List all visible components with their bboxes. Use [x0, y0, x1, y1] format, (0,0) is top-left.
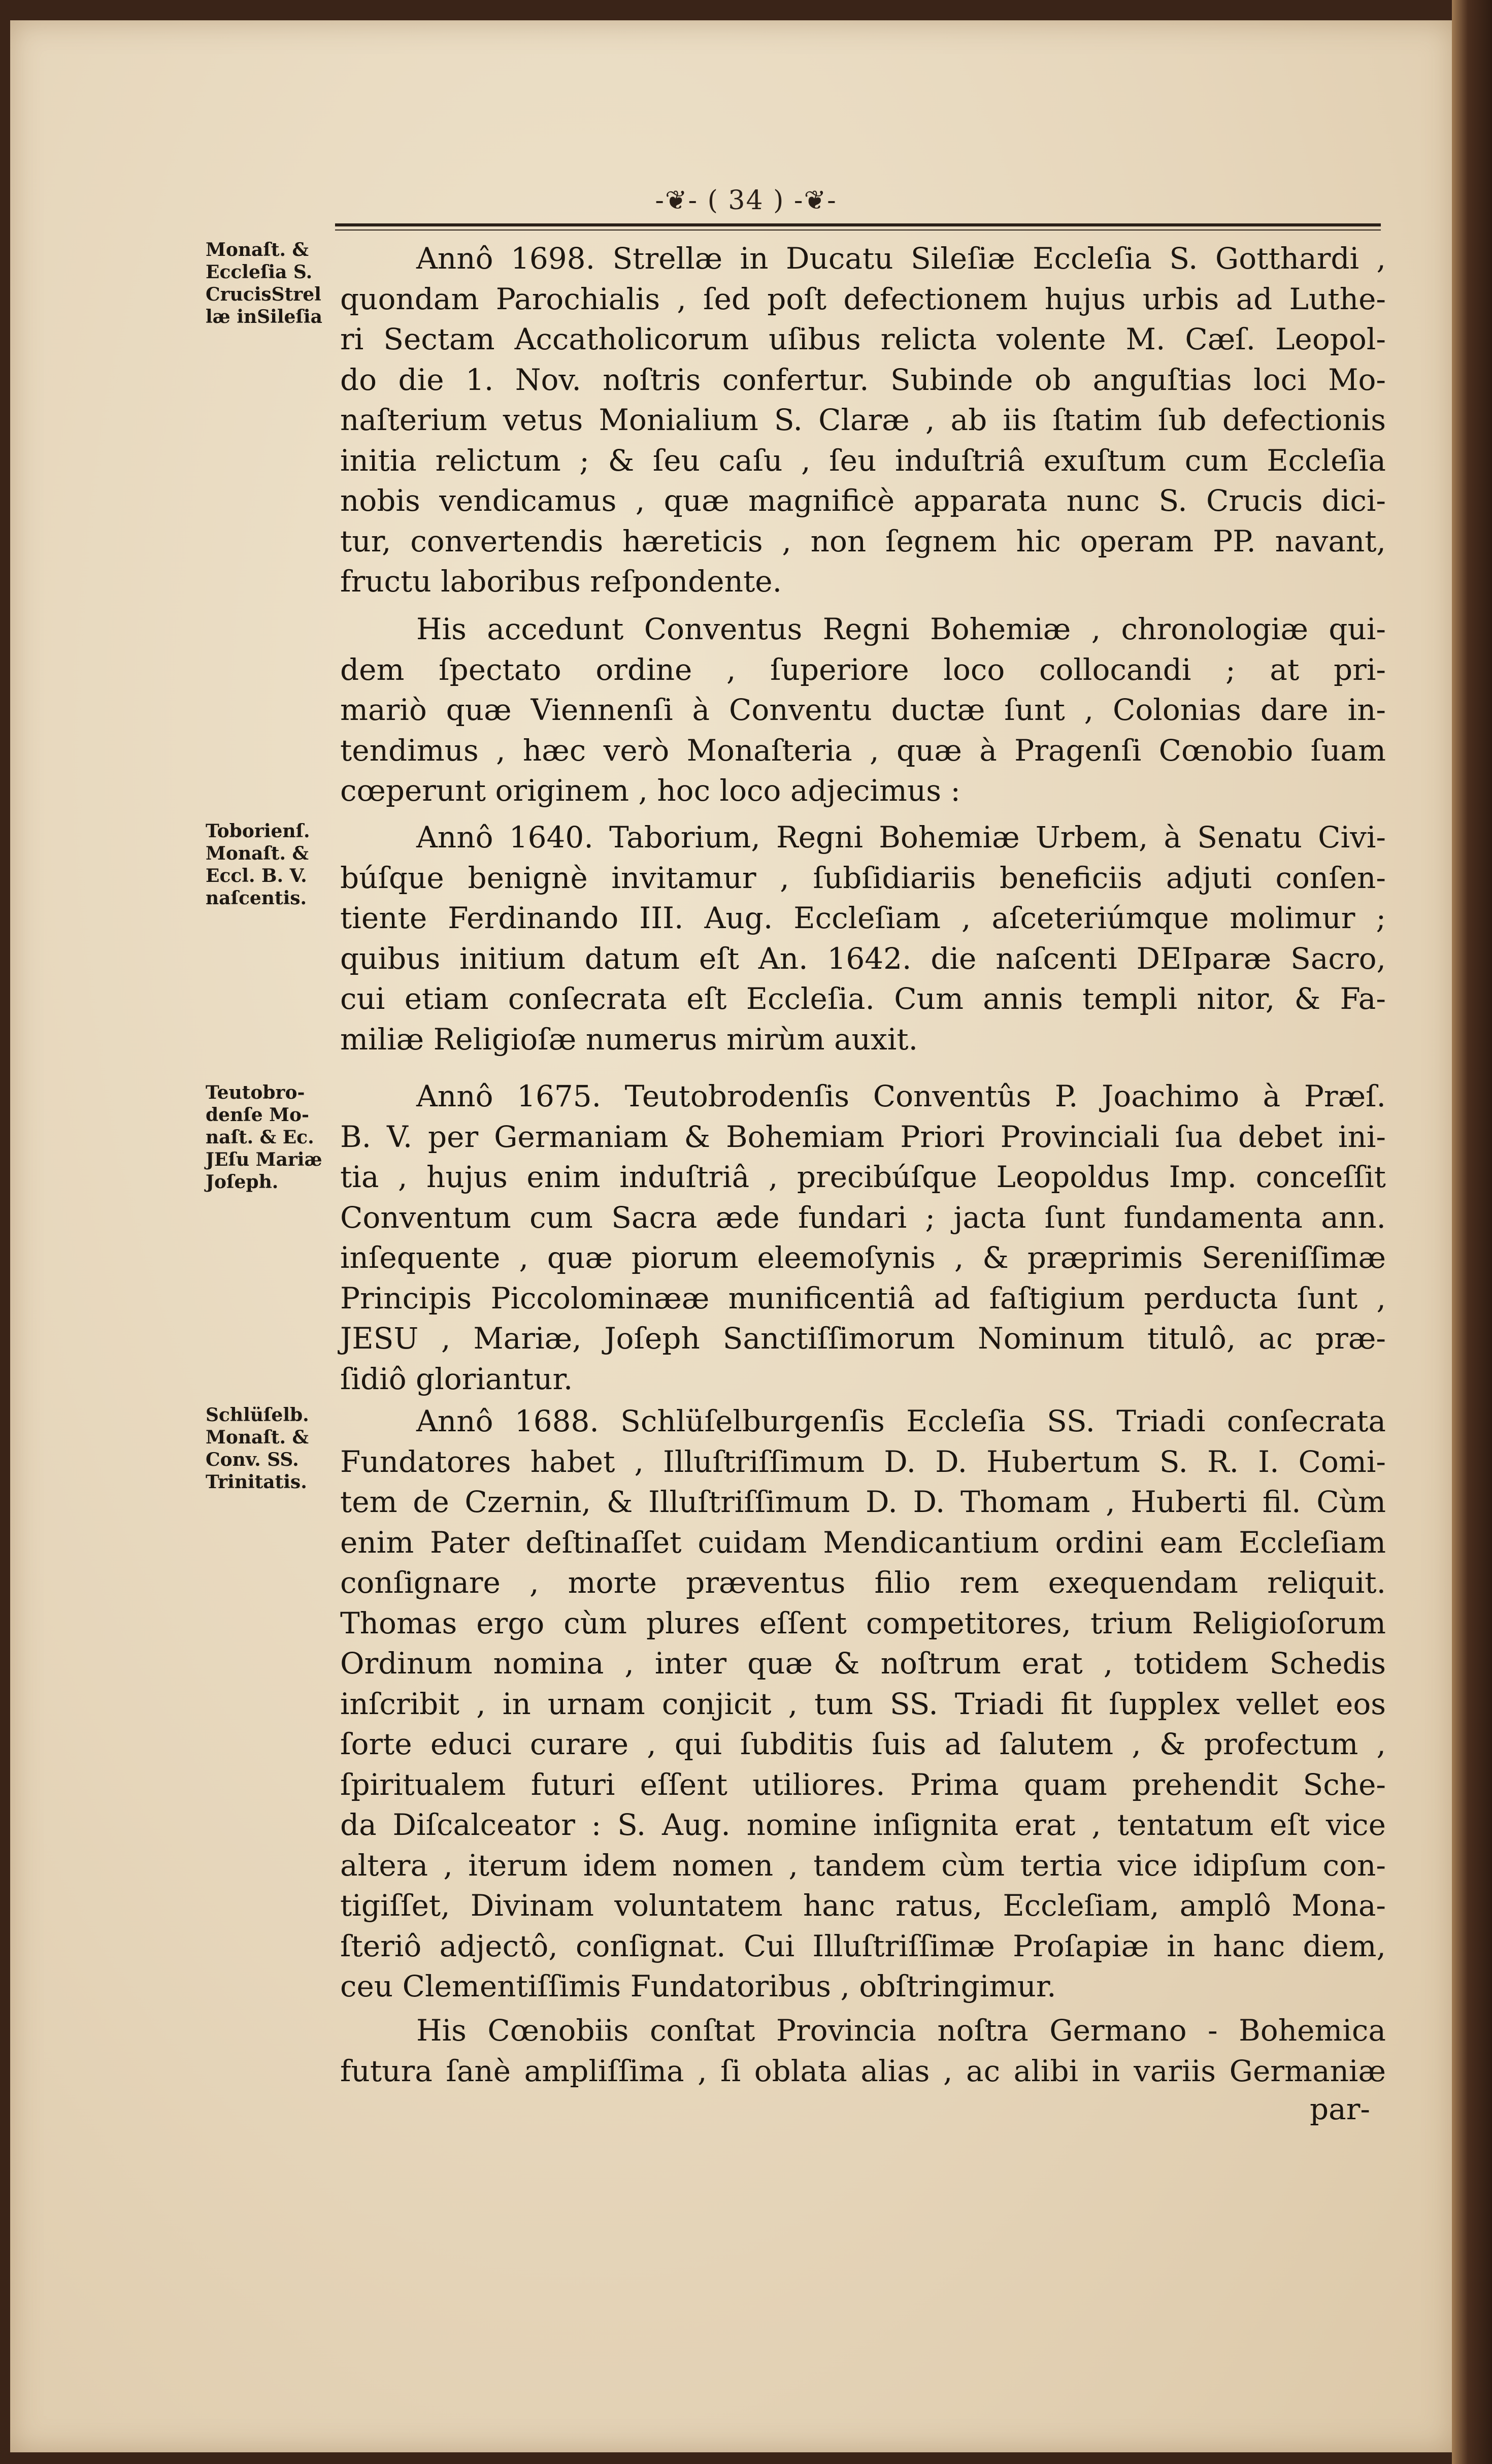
text-line: Principis Piccolominææ munificentiâ ad faſtigium perducta ſunt ,: [340, 1280, 1386, 1316]
text-line: da Diſcalceator : S. Aug. nomine inſignita erat , tentatum eſt vice: [340, 1808, 1386, 1842]
text-line: tem de Czernin, & Illuſtriſſimum D. D. Thomam , Huberti fil. Cùm: [340, 1485, 1386, 1519]
text-line: Annô 1675. Teutobrodenſis Conventûs P. Joachimo à Præſ.: [416, 1079, 1386, 1113]
text-line: búſque benignè invitamur , ſubſidiariis beneficiis adjuti conſen-: [340, 860, 1386, 895]
text-line: Conventum cum Sacra æde fundari ; jacta ſunt fundamenta ann.: [340, 1200, 1386, 1235]
text-line: nobis vendicamus , quæ magnificè apparata nunc S. Crucis dici-: [340, 483, 1386, 518]
text-line: dem ſpectato ordine , ſuperiore loco collocandi ; at pri-: [340, 652, 1386, 687]
text-line: ſidiô gloriantur.: [340, 1361, 573, 1396]
paragraph-bohemia: [340, 609, 1386, 811]
text-line: Ordinum nomina , inter quæ & noſtrum erat , totidem Schedis: [340, 1646, 1386, 1681]
text-line: JESU , Mariæ, Joſeph Sanctiſſimorum Nominum titulô, ac præ-: [340, 1321, 1386, 1356]
margin-note-schluselburg: Schlüſelb. Monaſt. & Conv. SS. Trinitatis.: [206, 1404, 309, 1493]
text-line: ceu Clementiſſimis Fundatoribus , obſtringimur.: [340, 1969, 1056, 2003]
paragraph-strellae: [340, 239, 1386, 602]
paragraph-taborium: [340, 817, 1386, 1060]
text-line: tigiſſet, Divinam voluntatem hanc ratus, Eccleſiam, amplô Mona-: [340, 1888, 1386, 1923]
text-line: Thomas ergo cùm plures eſſent competitores, trium Religioſorum: [340, 1605, 1386, 1640]
text-line: quondam Parochialis , ſed poſt defectionem hujus urbis ad Luthe-: [340, 281, 1386, 316]
text-line: B. V. per Germaniam & Bohemiam Priori Provinciali ſua debet ini-: [340, 1119, 1386, 1154]
catchword: par-: [1310, 2092, 1371, 2126]
text-line: miliæ Religioſæ numerus mirùm auxit.: [340, 1022, 918, 1057]
text-line: tia , hujus enim induſtriâ , precibúſque Leopoldus Imp. conceſſit: [340, 1160, 1386, 1194]
text-line: Annô 1640. Taborium, Regni Bohemiæ Urbem, à Senatu Civi-: [416, 820, 1386, 855]
text-line: altera , iterum idem nomen , tandem cùm tertia vice idipſum con-: [340, 1848, 1386, 1883]
page-header: -❦- ( 34 ) -❦-: [655, 185, 837, 216]
text-line: cui etiam conſecrata eſt Eccleſia. Cum annis templi nitor, & Fa-: [340, 981, 1386, 1016]
text-line: enim Pater deſtinaſſet cuidam Mendicantium ordini eam Eccleſiam: [340, 1525, 1386, 1560]
text-line: Annô 1688. Schlüſelburgenſis Eccleſia SS. Triadi conſecrata: [416, 1404, 1386, 1438]
paragraph-schluselburg: [340, 1401, 1386, 2007]
paragraph-provincia: [340, 2011, 1386, 2091]
header-rule: [335, 223, 1381, 226]
margin-note-taborium: Toborienſ. Monaſt. & Eccl. B. V. naſcentis.: [206, 820, 310, 909]
text-line: mariò quæ Viennenſi à Conventu ductæ ſunt , Colonias dare in-: [340, 693, 1386, 727]
text-line: inſequente , quæ piorum eleemoſynis , & præprimis Sereniſſimæ: [340, 1240, 1386, 1275]
text-line: tur, convertendis hæreticis , non ſegnem hic operam PP. navant,: [340, 523, 1386, 558]
margin-note-strellae: Monaſt. & Eccleſia S. CrucisStrel læ inSileſia: [206, 239, 322, 327]
book-spine: [1452, 0, 1492, 2464]
header-rule-thin: [335, 229, 1381, 231]
text-line: Fundatores habet , Illuſtriſſimum D. D. Hubertum S. R. I. Comi-: [340, 1444, 1386, 1479]
text-line: quibus initium datum eſt An. 1642. die naſcenti DEIparæ Sacro,: [340, 941, 1386, 976]
text-line: ſpiritualem futuri eſſent utiliores. Prima quam prehendit Sche-: [340, 1767, 1386, 1802]
text-line: tiente Ferdinando III. Aug. Eccleſiam , aſceteriúmque molimur ;: [340, 901, 1386, 935]
text-line: conſignare , morte præventus filio rem exequendam reliquit.: [340, 1565, 1386, 1600]
text-line: do die 1. Nov. noſtris confertur. Subinde ob anguſtias loci Mo-: [340, 362, 1386, 397]
text-line: initia relictum ; & ſeu caſu , ſeu induſtriâ exuſtum cum Eccleſia: [340, 443, 1386, 478]
text-line: cœperunt originem , hoc loco adjecimus :: [340, 773, 960, 808]
text-line: ſorte educi curare , qui ſubditis ſuis ad ſalutem , & profectum ,: [340, 1727, 1386, 1761]
text-line: inſcribit , in urnam conjicit , tum SS. Triadi fit ſupplex vellet eos: [340, 1686, 1386, 1721]
text-line: ri Sectam Accatholicorum uſibus relicta volente M. Cæſ. Leopol-: [340, 322, 1386, 356]
margin-note-teutobrod: Teutobro-denſe Mo-naſt. & Ec. JEſu Mariæ Joſeph.: [206, 1082, 322, 1193]
text-line: Annô 1698. Strellæ in Ducatu Sileſiæ Eccleſia S. Gotthardi ,: [416, 241, 1386, 276]
text-line: tendimus , hæc verò Monaſteria , quæ à Pragenſi Cœnobio ſuam: [340, 733, 1386, 768]
text-line: futura ſanè ampliſſima , ſi oblata alias , ac alibi in variis Germaniæ: [340, 2053, 1386, 2088]
text-line: fructu laboribus reſpondente.: [340, 564, 782, 599]
text-line: His Cœnobiis conſtat Provincia noſtra Germano - Bohemica: [416, 2013, 1386, 2048]
text-line: naſterium vetus Monialium S. Claræ , ab iis ſtatim ſub defectionis: [340, 403, 1386, 437]
text-line: His accedunt Conventus Regni Bohemiæ , chronologiæ qui-: [416, 612, 1386, 646]
paragraph-teutobrod: [340, 1076, 1386, 1399]
text-line: ſteriô adjectô, conſignat. Cui Illuſtriſſimæ Proſapiæ in hanc diem,: [340, 1928, 1386, 1963]
